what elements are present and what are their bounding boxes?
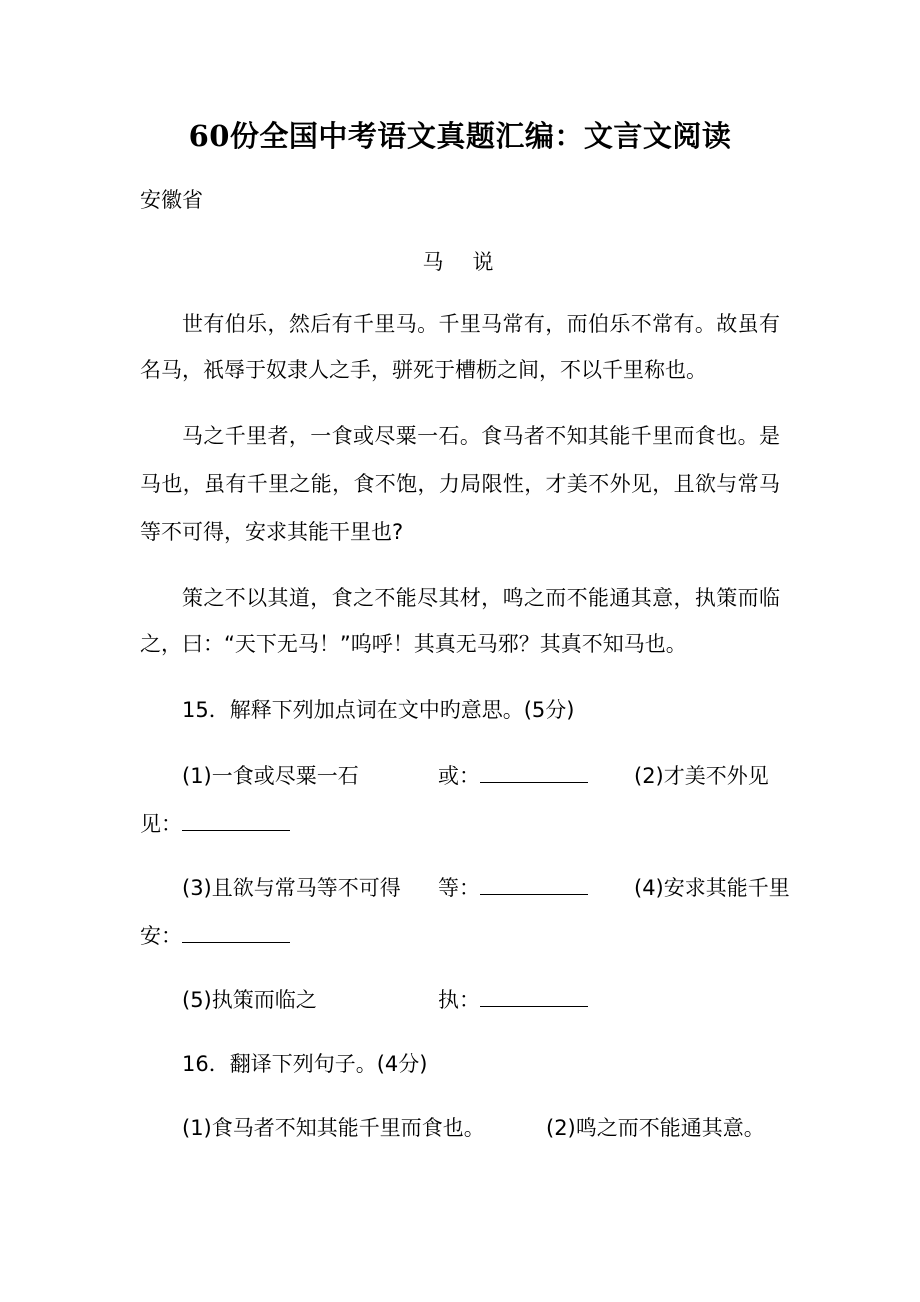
q15-item-1-phrase: (1)一食或尽粟一石 <box>182 764 359 788</box>
q15-item-1-answer <box>438 758 588 794</box>
q15-item-3-word: 等： <box>438 876 480 900</box>
answer-blank[interactable] <box>480 874 588 895</box>
q15-item-3-phrase: (3)且欲与常马等不可得 <box>182 876 401 900</box>
q15-item-5-word: 执： <box>438 988 480 1012</box>
article-title: 马 说 <box>422 250 498 274</box>
answer-blank[interactable] <box>182 922 290 943</box>
question-16-stem: 16．翻译下列句子。(4分) <box>182 1052 428 1076</box>
q15-item-2-phrase: (2)才美不外见 <box>634 764 769 788</box>
answer-blank[interactable] <box>182 810 290 831</box>
paragraph-2-line-2: 马也，虽有千里之能，食不饱，力局限性，才美不外见，且欲与常马 <box>140 472 780 496</box>
province-label: 安徽省 <box>140 188 203 212</box>
q15-item-5-phrase: (5)执策而临之 <box>182 988 317 1012</box>
question-15-stem: 15．解释下列加点词在文中旳意思。(5分) <box>182 698 575 722</box>
paragraph-3-line-2: 之，曰：“天下无马！”呜呼！其真无马邪？其真不知马也。 <box>140 632 687 656</box>
q15-item-1-word: 或： <box>438 764 480 788</box>
answer-blank[interactable] <box>480 762 588 783</box>
q15-item-4-phrase: (4)安求其能千里 <box>634 876 790 900</box>
paragraph-2-line-1: 马之千里者，一食或尽粟一石。食马者不知其能千里而食也。是 <box>182 424 780 448</box>
q15-item-3-answer <box>438 870 588 906</box>
q16-item-1: (1)食马者不知其能千里而食也。 <box>182 1116 485 1140</box>
q16-item-2: (2)鸣之而不能通其意。 <box>546 1116 765 1140</box>
q15-item-2-word: 见： <box>140 812 182 836</box>
document-title: 60份全国中考语文真题汇编：文言文阅读 <box>188 119 732 153</box>
paragraph-1-line-1: 世有伯乐，然后有千里马。千里马常有，而伯乐不常有。故虽有 <box>182 312 780 336</box>
q15-item-5-answer <box>438 982 588 1018</box>
q15-item-2-answer <box>140 806 290 842</box>
q15-item-4-word: 安： <box>140 924 182 948</box>
paragraph-1-line-2: 名马，祇辱于奴隶人之手，骈死于槽枥之间，不以千里称也。 <box>140 358 707 382</box>
paragraph-3-line-1: 策之不以其道，食之不能尽其材，鸣之而不能通其意，执策而临 <box>182 586 780 610</box>
answer-blank[interactable] <box>480 986 588 1007</box>
paragraph-2-line-3: 等不可得，安求其能干里也? <box>140 520 404 544</box>
q15-item-4-answer <box>140 918 290 954</box>
